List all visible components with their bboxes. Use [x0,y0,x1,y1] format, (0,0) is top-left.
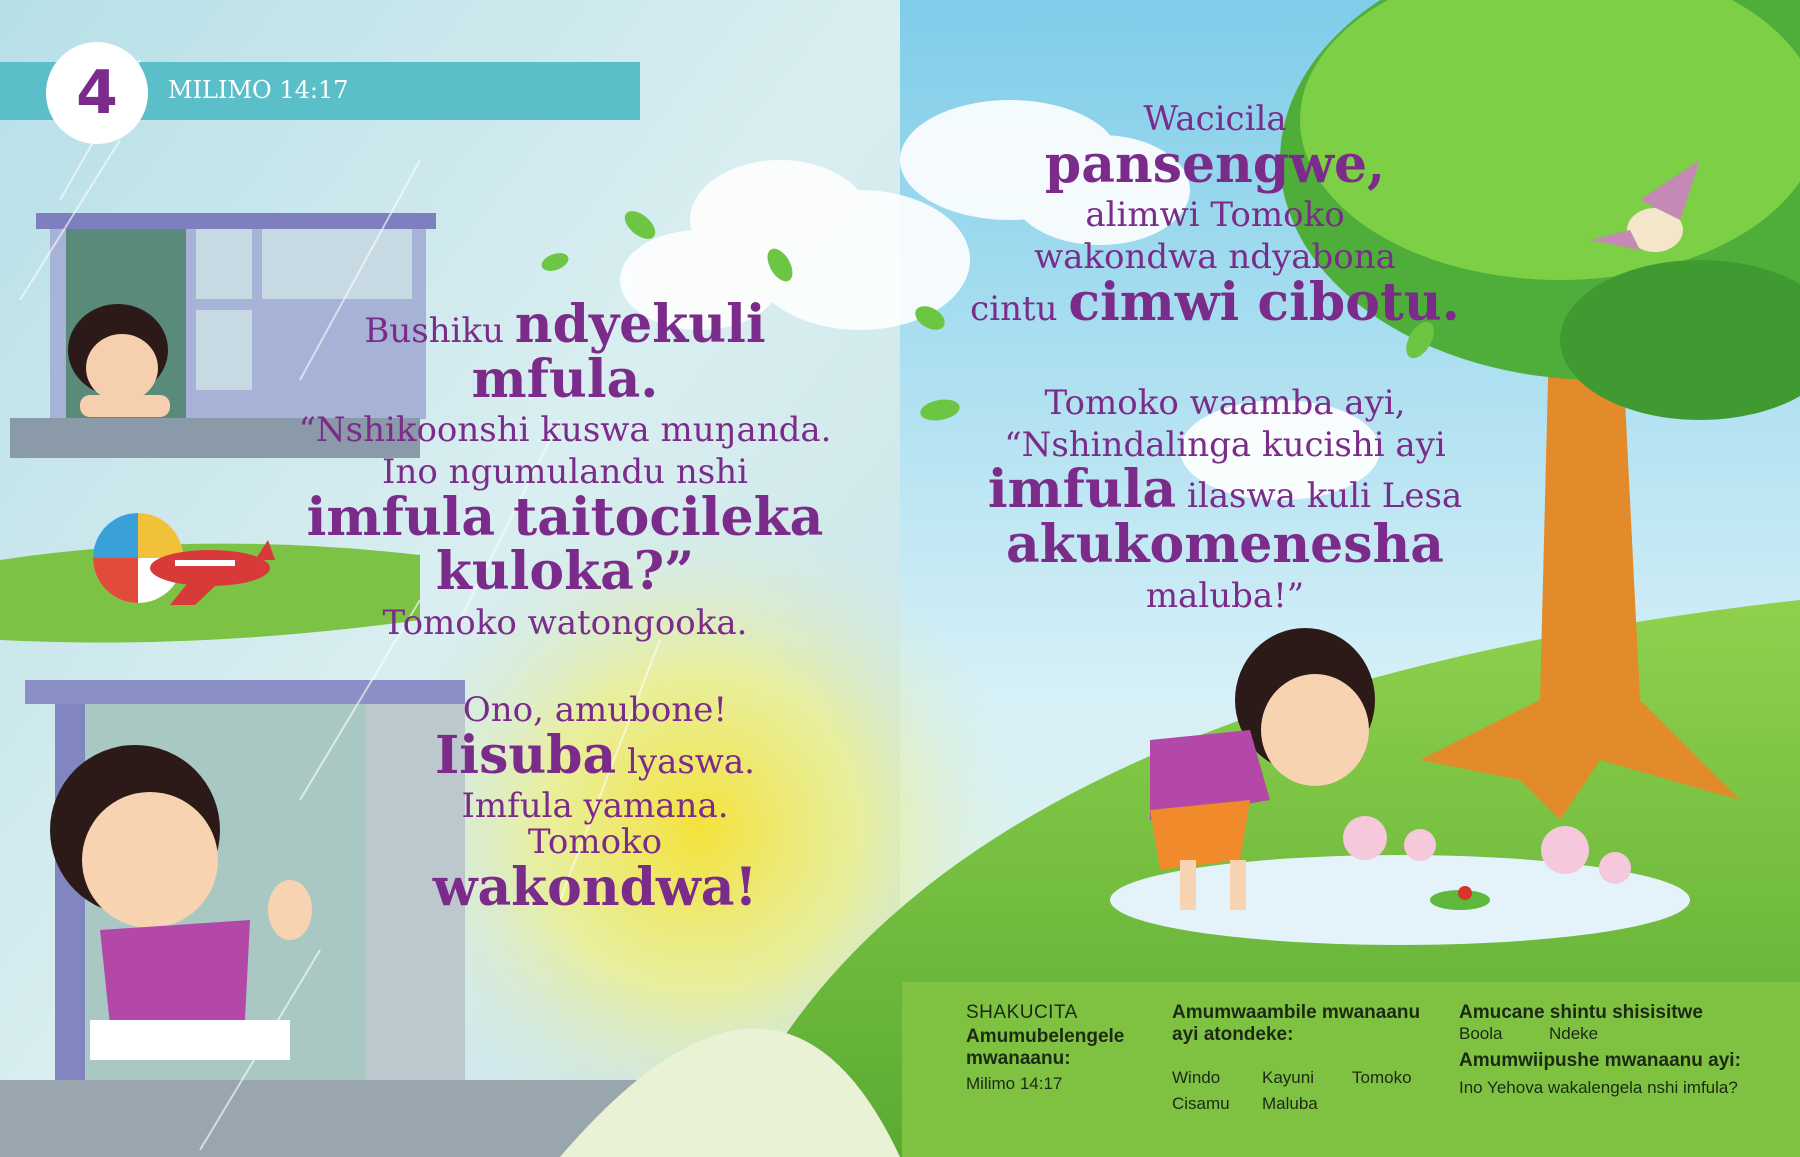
story-emphasis: imfula taitocileka [306,486,824,548]
hidden-item: Ndeke [1549,1024,1599,1043]
story-text: alimwi Tomoko [1085,195,1345,236]
activity-read-ref: Milimo 14:17 [966,1073,1063,1093]
point-item: Cisamu [1172,1094,1230,1113]
story-text: “Nshindalinga kucishi ayi [1004,424,1446,465]
activity-ask-label: Amumwiipushe mwanaanu ayi: [1459,1050,1741,1071]
story-emphasis: pansengwe, [1044,133,1386,195]
point-item: Kayuni [1262,1068,1314,1087]
activity-point-label: Amumwaambile mwanaanu ayi atondeke: [1172,1002,1421,1045]
activity-hidden-label: Amucane shintu shisisitwe [1459,1002,1703,1023]
story-text: Wacicila [1143,99,1287,139]
story-emphasis: akukomenesha [1005,513,1444,575]
story-left-top [285,294,845,643]
story-text: Tomoko [527,821,663,862]
story-text: Tomoko waamba ayi, [1044,383,1406,423]
page-number-badge: 4 [46,42,148,144]
story-text: lyaswa. [616,741,755,782]
story-emphasis: Iisuba [434,724,617,786]
story-emphasis: imfula [987,459,1177,521]
story-text: Ono, amubone! [462,690,728,730]
activity-title: SHAKUCITA [966,1002,1078,1023]
story-text: maluba!” [1145,575,1305,616]
point-item: Maluba [1262,1094,1318,1113]
girl-upper-window [68,304,170,417]
scripture-reference: MILIMO 14:17 [168,76,349,104]
story-text: Bushiku [364,311,515,351]
story-text: Ino ngumulandu nshi [382,451,748,492]
story-text: cintu [970,288,1069,329]
activity-box [902,982,1800,1157]
story-right-bottom [985,383,1465,616]
story-right-top [955,99,1475,333]
story-left-bottom [370,690,820,918]
activity-read-label: Amumubelengele mwanaanu: [966,1026,1125,1069]
story-text: wakondwa ndyabona [1034,236,1396,277]
point-item: Windo [1172,1068,1221,1087]
story-text: Tomoko watongooka. [382,602,748,643]
story-text: ilaswa kuli Lesa [1176,476,1463,517]
story-emphasis: cimwi cibotu. [1068,271,1460,333]
activity-column-point [1172,1002,1432,1113]
activity-column-hidden [1459,1002,1789,1097]
activity-column-read [966,1002,1166,1094]
story-emphasis: kuloka?” [435,541,695,603]
story-emphasis: wakondwa! [432,856,758,918]
story-text: Imfula yamana. [461,786,729,827]
story-emphasis: ndyekuli mfula. [471,294,766,410]
hidden-item: Boola [1459,1024,1503,1043]
activity-ask-question: Ino Yehova wakalengela nshi imfula? [1459,1078,1738,1097]
story-text: “Nshikoonshi kuswa muŋanda. [298,410,832,451]
point-item: Tomoko [1352,1068,1412,1087]
